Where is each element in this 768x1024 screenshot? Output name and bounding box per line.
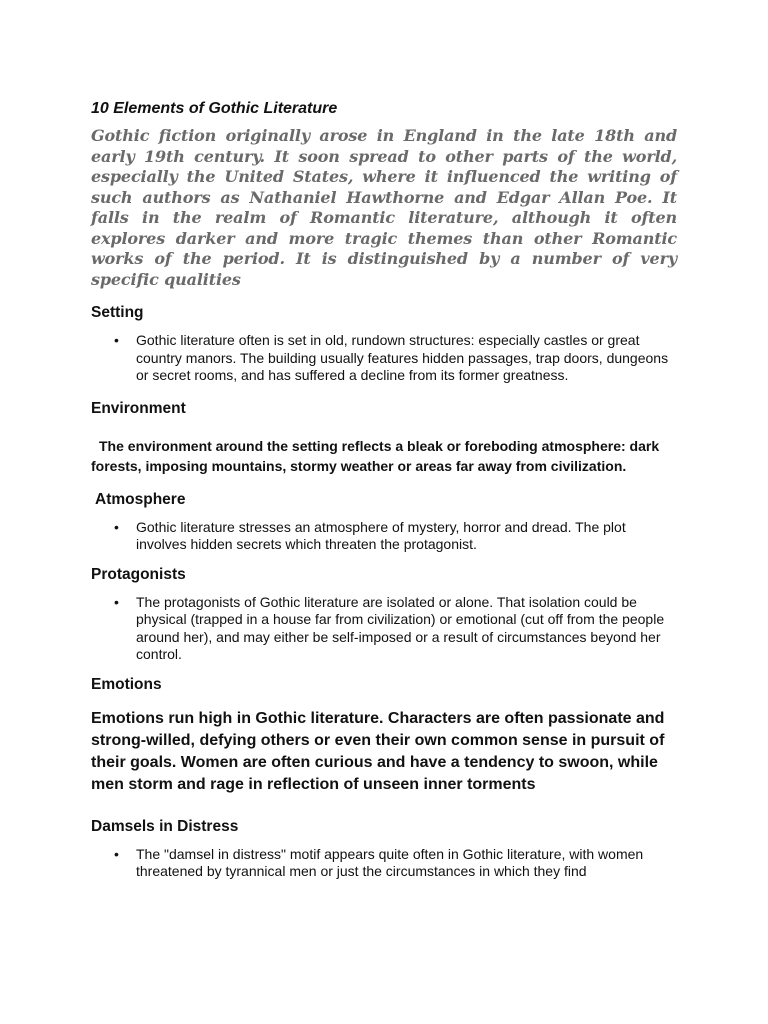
section-heading-emotions: Emotions <box>91 675 162 693</box>
emotions-paragraph: Emotions run high in Gothic literature. Characters are often passionate and strong-willed, defying others or even their own common sense in pursuit of their goals. Women are often curious and have a tendency to swoon, while men storm and rage in reflection of unseen inner torments <box>91 709 665 793</box>
section-heading-damsels: Damsels in Distress <box>91 817 239 835</box>
section-heading-setting: Setting <box>91 304 144 321</box>
bullet-list-atmosphere <box>91 519 677 554</box>
intro-paragraph: Gothic fiction originally arose in England in the late 18th and early 19th century. It soon spread to other parts of the world, especially the United States, where it influenced the writing of such authors as Nathaniel Hawthorne and Edgar Allan Poe. It falls in the realm of Romantic literature, although it often explores darker and more tragic themes than other Romantic works of the period. It is distinguished by a number of very specific qualities <box>91 126 677 289</box>
bullet-item-setting <box>91 332 677 385</box>
section-heading-protagonists: Protagonists <box>91 565 186 583</box>
bullet-list-damsels <box>91 846 677 881</box>
bullet-item-damsels <box>91 846 677 881</box>
section-heading-atmosphere: Atmosphere <box>95 490 186 508</box>
document-page <box>91 98 677 881</box>
bullet-text-atmosphere: Gothic literature stresses an atmosphere of mystery, horror and dread. The plot involves hidden secrets which threaten the protagonist. <box>136 518 626 552</box>
bullet-list-setting <box>91 332 677 385</box>
bullet-icon: • <box>114 845 119 862</box>
document-title: 10 Elements of Gothic Literature <box>91 100 338 117</box>
bullet-text-protagonists: The protagonists of Gothic literature are isolated or alone. That isolation could be physical (trapped in a house far from civilization) or emotional (cut off from the people around her), and may either be self-imposed or a result of circumstances beyond her control. <box>136 593 665 662</box>
bullet-icon: • <box>114 593 119 610</box>
bullet-icon: • <box>114 518 119 535</box>
bullet-list-protagonists <box>91 594 677 664</box>
section-heading-environment: Environment <box>91 399 186 417</box>
bullet-text-setting: Gothic literature often is set in old, rundown structures: especially castles or great country manors. The building usually features hidden passages, trap doors, dungeons or secret rooms, and has suffered a decline from its former greatness. <box>136 332 669 383</box>
bullet-item-protagonists <box>91 594 677 664</box>
bullet-icon: • <box>114 332 119 348</box>
environment-text: The environment around the setting reflects a bleak or foreboding atmosphere: dark forests, imposing mountains, stormy weather or areas far away from civilization. <box>91 437 660 474</box>
bullet-item-atmosphere <box>91 519 677 554</box>
environment-paragraph <box>91 436 677 477</box>
bullet-text-damsels: The "damsel in distress" motif appears quite often in Gothic literature, with women threatened by tyrannical men or just the circumstances in which they find <box>136 845 644 879</box>
